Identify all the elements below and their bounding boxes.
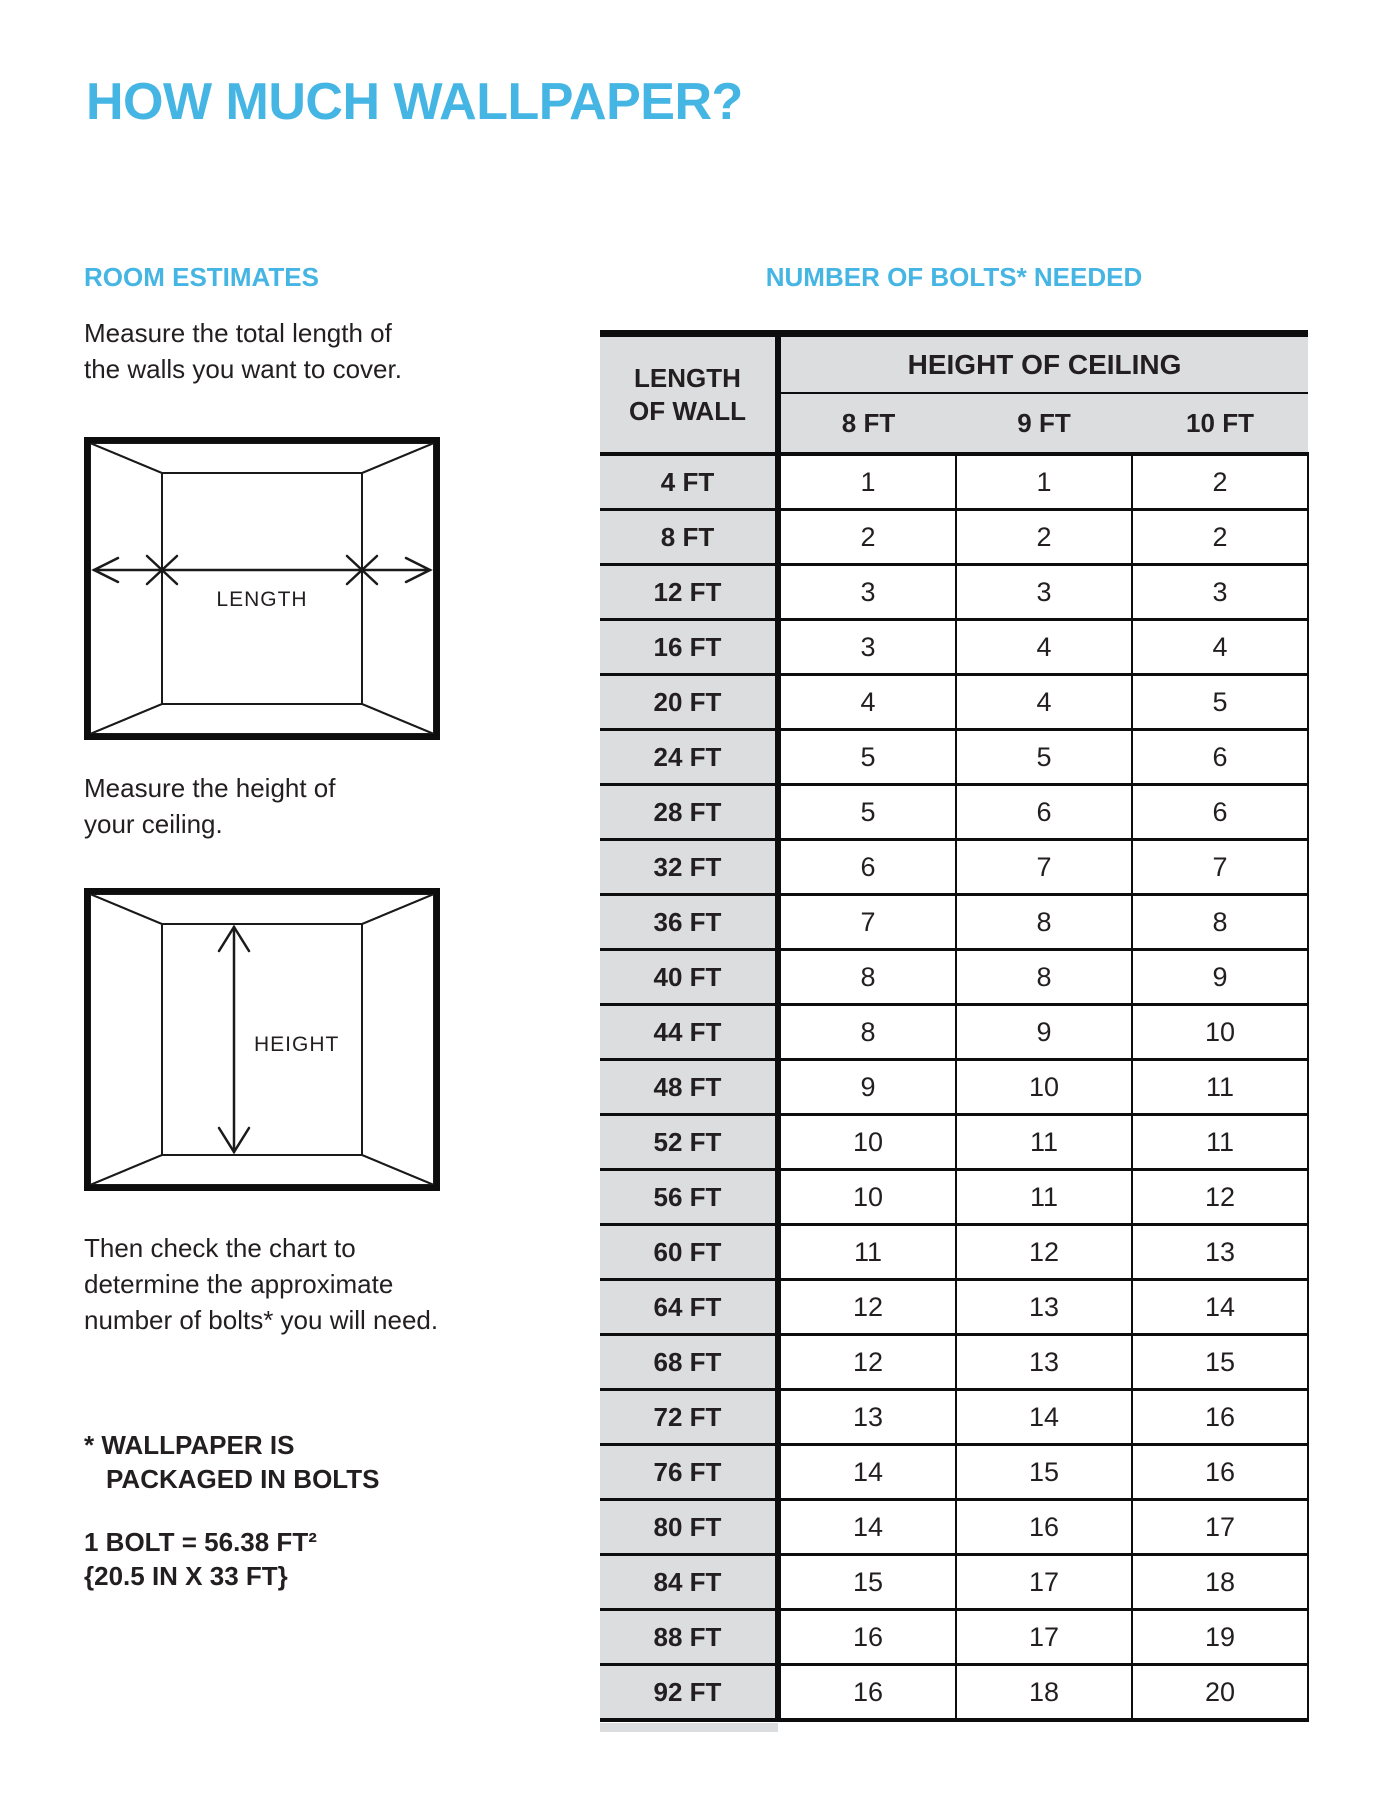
bolt-count-cell: 13 [956,1280,1132,1335]
length-measure-label: LENGTH [216,588,308,611]
wall-length-label: 72 FT [600,1390,778,1445]
bolt-equivalence [84,1525,317,1593]
bolt-count-cell: 4 [956,675,1132,730]
bolt-count-cell: 14 [778,1445,956,1500]
floor-label: FLOOR [223,1161,301,1184]
bolt-count-cell: 16 [778,1610,956,1665]
room-estimates-heading: ROOM ESTIMATES [84,262,319,292]
table-row [600,1610,1308,1665]
bolt-count-cell: 4 [778,675,956,730]
col-header-9ft: 9 FT [956,393,1132,454]
bolts-needed-table [600,330,1309,1722]
bolt-count-cell: 10 [778,1115,956,1170]
bolt-count-cell: 11 [956,1115,1132,1170]
bolt-count-cell: 11 [778,1225,956,1280]
bolt-count-cell: 13 [778,1390,956,1445]
wall-length-label: 8 FT [600,510,778,565]
bolt-count-cell: 10 [1132,1005,1308,1060]
table-row [600,454,1308,510]
bolt-count-cell: 15 [1132,1335,1308,1390]
footnote-line: * WALLPAPER IS [84,1430,295,1460]
table-row [600,1555,1308,1610]
bolt-count-cell: 8 [778,950,956,1005]
bolt-count-cell: 3 [1132,565,1308,620]
right-wall [362,894,434,1185]
table-row [600,1005,1308,1060]
ceiling-label: CEILING [216,900,308,923]
col-header-8ft: 8 FT [778,393,956,454]
table-row [600,1060,1308,1115]
bolt-count-cell: 18 [956,1665,1132,1721]
wall-length-label: 56 FT [600,1170,778,1225]
table-row [600,565,1308,620]
room-length-diagram [84,437,440,740]
bolt-count-cell: 1 [956,454,1132,510]
instruction-line: number of bolts* you will need. [84,1305,439,1335]
wall-length-label: 60 FT [600,1225,778,1280]
table-row [600,1335,1308,1390]
bolt-count-cell: 11 [956,1170,1132,1225]
bolt-count-cell: 9 [778,1060,956,1115]
bolt-count-cell: 13 [1132,1225,1308,1280]
bolt-count-cell: 1 [778,454,956,510]
bolt-count-cell: 2 [956,510,1132,565]
bolt-count-cell: 10 [778,1170,956,1225]
bolt-count-cell: 3 [956,565,1132,620]
bolt-count-cell: 16 [1132,1390,1308,1445]
table-row [600,840,1308,895]
wall-length-label: 20 FT [600,675,778,730]
bolt-count-cell: 11 [1132,1060,1308,1115]
table-row [600,950,1308,1005]
bolt-count-cell: 9 [1132,950,1308,1005]
table-gray-tail [600,1723,778,1732]
table-header-row [600,334,1308,394]
table-row [600,1170,1308,1225]
bolt-count-cell: 12 [778,1335,956,1390]
bolt-count-cell: 4 [956,620,1132,675]
wall-length-label: 92 FT [600,1665,778,1721]
right-wall [362,443,434,734]
bolts-needed-heading: NUMBER OF BOLTS* NEEDED [765,262,1143,292]
header-line: OF WALL [629,395,746,426]
bolt-count-cell: 20 [1132,1665,1308,1721]
bolts-table-body [600,454,1308,1720]
bolt-count-cell: 5 [778,730,956,785]
bolt-count-cell: 12 [1132,1170,1308,1225]
bolt-count-cell: 3 [778,620,956,675]
instruction-line: the walls you want to cover. [84,354,402,384]
bolt-count-cell: 8 [956,895,1132,950]
instruction-line: determine the approximate [84,1269,394,1299]
bolt-count-cell: 17 [1132,1500,1308,1555]
bolt-count-cell: 16 [956,1500,1132,1555]
wall-length-label: 28 FT [600,785,778,840]
height-arrow [219,927,249,1152]
bolt-count-cell: 7 [956,840,1132,895]
instruction-measure-height [84,770,336,842]
wall-length-label: 84 FT [600,1555,778,1610]
footnote-line: PACKAGED IN BOLTS [106,1464,380,1494]
bolt-count-cell: 17 [956,1555,1132,1610]
header-line: LENGTH [634,363,741,393]
bolt-count-cell: 17 [956,1610,1132,1665]
bolt-count-cell: 7 [1132,840,1308,895]
wall-length-label: 40 FT [600,950,778,1005]
bolt-count-cell: 5 [778,785,956,840]
bolt-count-cell: 3 [778,565,956,620]
instruction-line: Measure the total length of [84,318,392,348]
height-of-ceiling-header: HEIGHT OF CEILING [778,334,1308,394]
bolt-count-cell: 6 [956,785,1132,840]
bolt-count-cell: 8 [778,1005,956,1060]
bolt-count-cell: 6 [1132,730,1308,785]
length-arrow [94,556,430,584]
wall-length-label: 16 FT [600,620,778,675]
wall-length-label: 12 FT [600,565,778,620]
bolt-count-cell: 19 [1132,1610,1308,1665]
wall-length-label: 4 FT [600,454,778,510]
wall-length-label: 64 FT [600,1280,778,1335]
wall-length-label: 36 FT [600,895,778,950]
wall-length-label: 68 FT [600,1335,778,1390]
bolt-count-cell: 7 [778,895,956,950]
table-row [600,1115,1308,1170]
bolt-count-cell: 14 [956,1390,1132,1445]
bolt-count-cell: 8 [956,950,1132,1005]
room-height-diagram [84,888,440,1191]
wall-length-label: 32 FT [600,840,778,895]
table-row [600,1390,1308,1445]
bolt-count-cell: 10 [956,1060,1132,1115]
bolt-count-cell: 13 [956,1335,1132,1390]
wall-length-label: 88 FT [600,1610,778,1665]
wall-length-label: 76 FT [600,1445,778,1500]
instruction-line: Then check the chart to [84,1233,356,1263]
instruction-check-chart [84,1230,438,1338]
bolt-equiv-line: 1 BOLT = 56.38 FT² [84,1527,317,1557]
wall-length-label: 48 FT [600,1060,778,1115]
wall-length-label: 80 FT [600,1500,778,1555]
bolt-count-cell: 12 [956,1225,1132,1280]
length-of-wall-header [600,334,778,455]
bolt-count-cell: 2 [1132,454,1308,510]
bolt-count-cell: 4 [1132,620,1308,675]
bolt-count-cell: 14 [778,1500,956,1555]
bolt-count-cell: 2 [1132,510,1308,565]
height-measure-label: HEIGHT [254,1033,340,1056]
page-title: HOW MUCH WALLPAPER? [86,73,743,131]
bolt-count-cell: 6 [778,840,956,895]
table-row [600,785,1308,840]
table-row [600,510,1308,565]
table-row [600,1445,1308,1500]
bolt-count-cell: 8 [1132,895,1308,950]
table-row [600,1665,1308,1721]
floor-label: FLOOR [223,710,301,733]
bolt-count-cell: 18 [1132,1555,1308,1610]
bolt-count-cell: 5 [1132,675,1308,730]
table-row [600,1225,1308,1280]
table-row [600,730,1308,785]
instruction-line: Measure the height of [84,773,336,803]
col-header-10ft: 10 FT [1132,393,1308,454]
bolt-count-cell: 16 [778,1665,956,1721]
table-row [600,675,1308,730]
left-wall [90,894,162,1185]
table-row [600,895,1308,950]
ceiling-label: CEILING [216,449,308,472]
bolts-footnote [84,1428,379,1496]
bolt-count-cell: 12 [778,1280,956,1335]
bolt-equiv-line: {20.5 IN X 33 FT} [84,1561,288,1591]
bolt-count-cell: 16 [1132,1445,1308,1500]
table-row [600,1500,1308,1555]
bolt-count-cell: 2 [778,510,956,565]
table-row [600,620,1308,675]
bolt-count-cell: 15 [956,1445,1132,1500]
wall-length-label: 52 FT [600,1115,778,1170]
wall-length-label: 44 FT [600,1005,778,1060]
bolt-count-cell: 9 [956,1005,1132,1060]
bolt-count-cell: 6 [1132,785,1308,840]
table-row [600,1280,1308,1335]
bolt-count-cell: 11 [1132,1115,1308,1170]
wall-length-label: 24 FT [600,730,778,785]
left-wall [90,443,162,734]
bolt-count-cell: 5 [956,730,1132,785]
instruction-line: your ceiling. [84,809,223,839]
bolt-count-cell: 14 [1132,1280,1308,1335]
instruction-measure-length [84,315,402,387]
bolt-count-cell: 15 [778,1555,956,1610]
